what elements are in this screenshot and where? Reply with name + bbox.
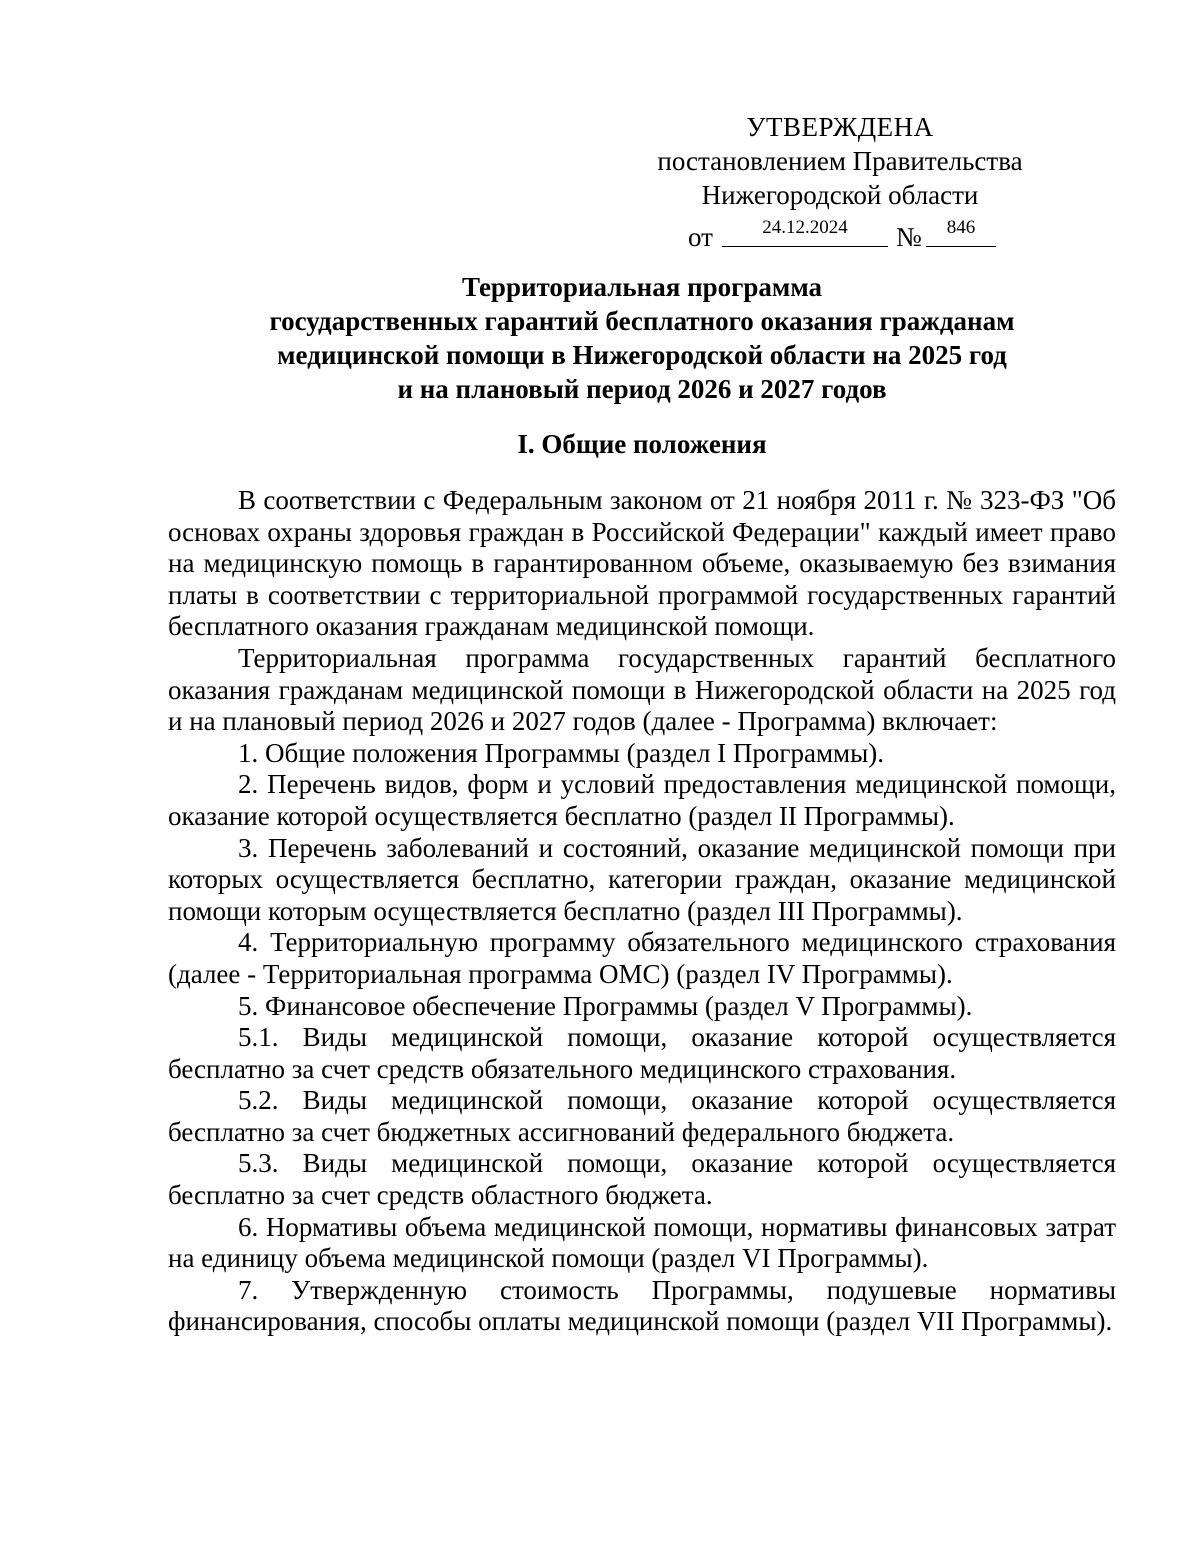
date-prefix-label: от [688, 222, 713, 252]
title-line: государственных гарантий бесплатного оказания гражданам [269, 306, 1015, 336]
list-item: 5.3. Виды медицинской помощи, оказание которой осуществляется бесплатно за счет средств областного бюджета. [168, 1148, 1116, 1211]
resolution-date: 24.12.2024 [722, 214, 888, 247]
approval-region-line: Нижегородской области [701, 180, 979, 210]
list-item: 5. Финансовое обеспечение Программы (раздел V Программы). [238, 990, 973, 1021]
list-item: 3. Перечень заболеваний и состояний, оказание медицинской помощи при которых осуществляется бесплатно, категории граждан, оказание медицинской помощи которым осуществляется бесплатно (раздел III Программы). [168, 832, 1116, 926]
paragraph: В соответствии с Федеральным законом от 21 ноября 2011 г. № 323-ФЗ "Об основах охраны здоровья граждан в Российской Федерации" каждый имеет право на медицинскую помощь в гарантированном объеме, оказываемую без взимания платы в соответствии с территориальной программой государственных гарантий бесплатного оказания гражданам медицинской помощи. [168, 485, 1116, 642]
paragraph: Территориальная программа государственных гарантий бесплатного оказания гражданам медицинской помощи в Нижегородской области на 2025 год и на плановый период 2026 и 2027 годов (далее - Программа) включает: [168, 642, 1116, 737]
number-sign-label: № [896, 222, 922, 252]
approval-stamp [640, 110, 1040, 254]
approval-date-line [640, 214, 1040, 254]
approval-resolution-line: постановлением Правительства [657, 146, 1023, 176]
list-item: 2. Перечень видов, форм и условий предоставления медицинской помощи, оказание которой осуществляется бесплатно (раздел II Программы). [168, 769, 1116, 831]
list-item: 5.1. Виды медицинской помощи, оказание которой осуществляется бесплатно за счет средств обязательного медицинского страхования. [168, 1022, 1116, 1084]
document-title [168, 270, 1116, 406]
section-heading: I. Общие положения [517, 429, 767, 459]
list-item: 5.2. Виды медицинской помощи, оказание которой осуществляется бесплатно за счет бюджетных ассигнований федерального бюджета. [168, 1085, 1116, 1147]
list-item: 7. Утвержденную стоимость Программы, подушевые нормативы финансирования, способы оплаты медицинской помощи (раздел VII Программы). [168, 1274, 1116, 1337]
list-item: 1. Общие положения Программы (раздел I Программы). [238, 737, 885, 768]
list-item: 6. Нормативы объема медицинской помощи, нормативы финансовых затрат на единицу объема медицинской помощи (раздел VI Программы). [168, 1211, 1116, 1274]
title-line: медицинской помощи в Нижегородской области на 2025 год [277, 340, 1007, 370]
document-body [168, 485, 1116, 1338]
title-line: Территориальная программа [461, 272, 823, 302]
approval-heading: УТВЕРЖДЕНА [746, 112, 934, 142]
resolution-number: 846 [926, 214, 996, 247]
list-item: 4. Территориальную программу обязательного медицинского страхования (далее - Территориальная программа ОМС) (раздел IV Программы). [168, 927, 1116, 989]
title-line: и на плановый период 2026 и 2027 годов [397, 374, 887, 404]
